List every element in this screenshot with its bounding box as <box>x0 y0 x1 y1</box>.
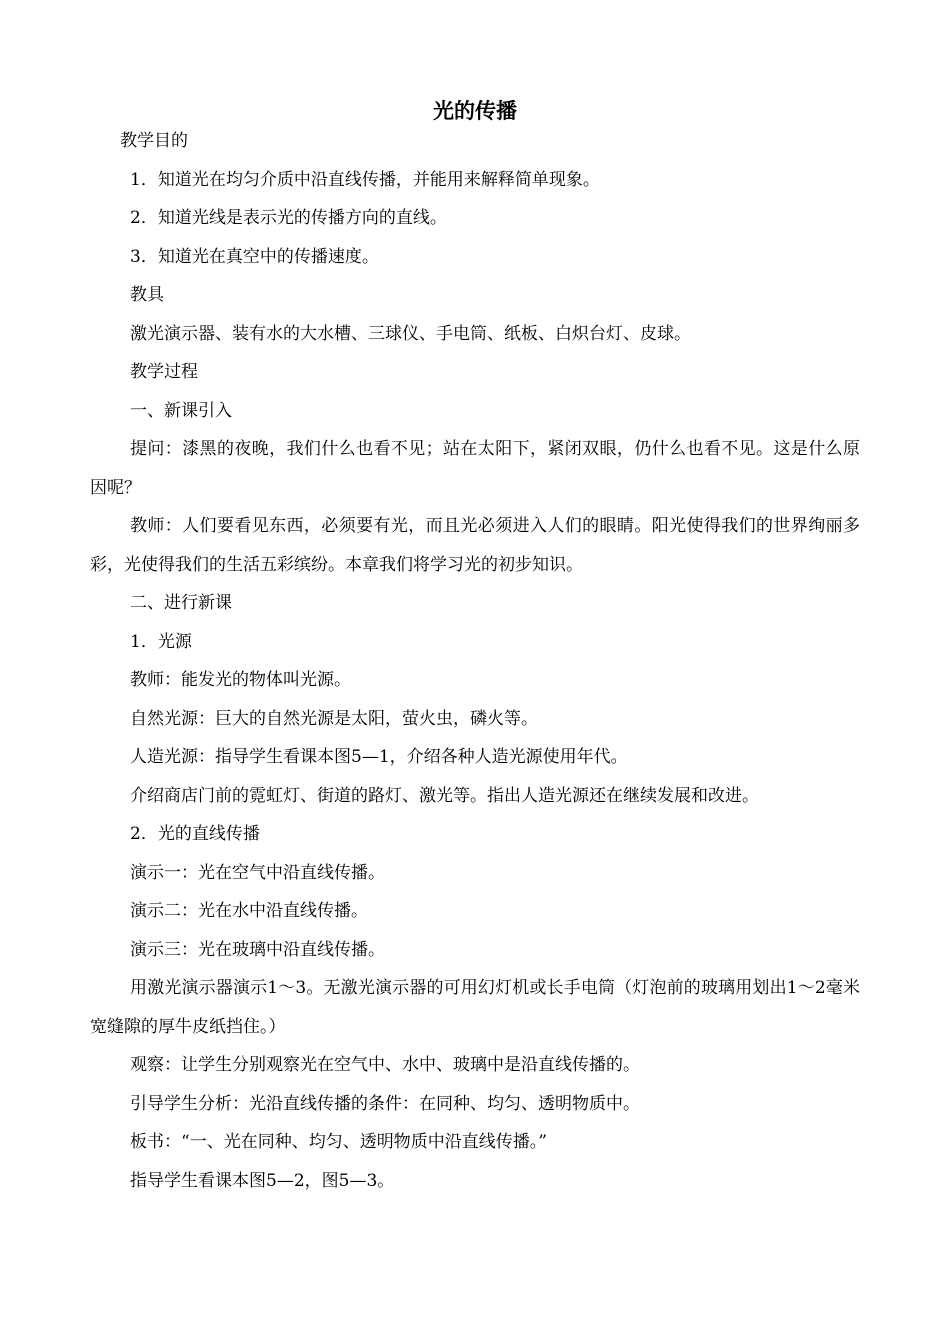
document-title: 光的传播 <box>433 99 517 123</box>
body-paragraph: 用激光演示器演示1～3。无激光演示器的可用幻灯机或长手电筒（灯泡前的玻璃用划出1～2毫米宽缝隙的厚牛皮纸挡住。） <box>90 978 860 1037</box>
body-paragraph: 观察：让学生分别观察光在空气中、水中、玻璃中是沿直线传播的。 <box>130 1055 640 1075</box>
body-paragraph: 介绍商店门前的霓虹灯、街道的路灯、激光等。指出人造光源还在继续发展和改进。 <box>130 785 759 806</box>
objective-item: 1．知道光在均匀介质中沿直线传播，并能用来解释简单现象。 <box>130 169 600 190</box>
demo-item: 演示二：光在水中沿直线传播。 <box>130 901 368 921</box>
subsection-heading: 一、新课引入 <box>130 400 232 421</box>
body-paragraph: 提问：漆黑的夜晚，我们什么也看不见；站在太阳下，紧闭双眼，仍什么也看不见。这是什么原因呢？ <box>90 439 860 498</box>
equipment-list: 激光演示器、装有水的大水槽、三球仪、手电筒、纸板、白炽台灯、皮球。 <box>130 323 691 344</box>
numbered-heading: 1．光源 <box>130 631 192 652</box>
body-paragraph: 教师：能发光的物体叫光源。 <box>130 670 351 690</box>
numbered-heading: 2．光的直线传播 <box>130 824 260 844</box>
body-paragraph: 自然光源：巨大的自然光源是太阳，萤火虫，磷火等。 <box>130 708 538 729</box>
demo-item: 演示一：光在空气中沿直线传播。 <box>130 862 385 883</box>
subsection-heading: 二、进行新课 <box>130 593 232 613</box>
objective-item: 3．知道光在真空中的传播速度。 <box>130 246 379 267</box>
objective-item: 2．知道光线是表示光的传播方向的直线。 <box>130 208 447 228</box>
section-heading-objectives: 教学目的 <box>120 131 188 151</box>
section-heading-process: 教学过程 <box>130 362 198 382</box>
body-paragraph: 人造光源：指导学生看课本图5—1，介绍各种人造光源使用年代。 <box>130 747 628 767</box>
demo-item: 演示三：光在玻璃中沿直线传播。 <box>130 939 385 960</box>
body-paragraph: 板书：“一、光在同种、均匀、透明物质中沿直线传播。” <box>130 1132 547 1152</box>
body-paragraph: 指导学生看课本图5—2，图5—3。 <box>130 1170 395 1191</box>
document-body <box>90 122 860 1200</box>
body-paragraph: 教师：人们要看见东西，必须要有光，而且光必须进入人们的眼睛。阳光使得我们的世界绚丽多彩，光使得我们的生活五彩缤纷。本章我们将学习光的初步知识。 <box>90 516 860 575</box>
body-paragraph: 引导学生分析：光沿直线传播的条件：在同种、均匀、透明物质中。 <box>130 1093 640 1114</box>
section-heading-equipment: 教具 <box>130 285 164 305</box>
